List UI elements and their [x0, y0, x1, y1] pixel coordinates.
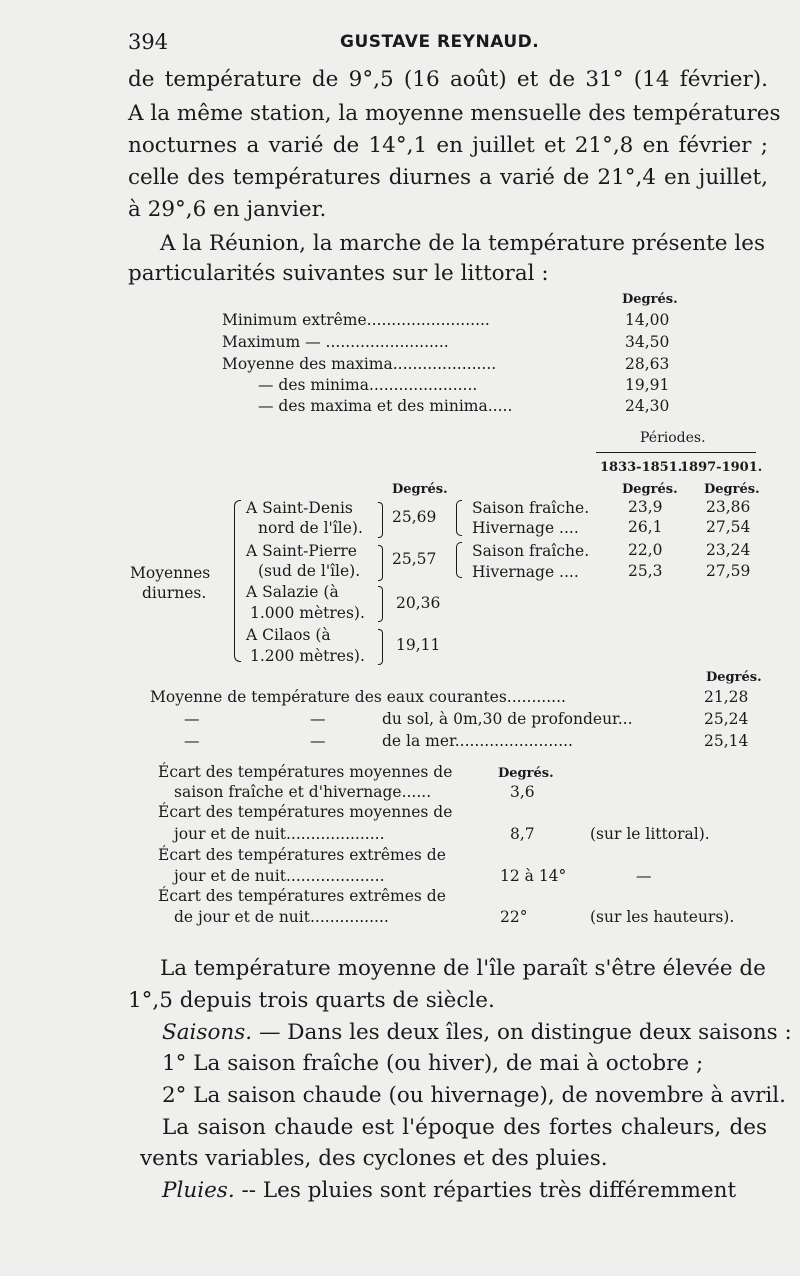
- station-line: A Salazie (à: [246, 583, 339, 601]
- text-line: La saison chaude est l'époque des fortes chaleurs, des: [162, 1115, 767, 1140]
- unit-label: Degrés.: [498, 766, 554, 781]
- text-line: 1°,5 depuis trois quarts de siècle.: [128, 988, 495, 1013]
- season-value-b: 27,59: [706, 562, 751, 580]
- season-label: Hivernage ....: [472, 519, 579, 537]
- station-brace: [378, 502, 383, 538]
- text-line: à 29°,6 en janvier.: [128, 197, 327, 222]
- row-label: jour et de nuit....................: [174, 867, 385, 885]
- station-line: 1.000 mètres).: [250, 604, 365, 622]
- station-line: (sud de l'île).: [258, 562, 361, 580]
- season-label: Hivernage ....: [472, 563, 579, 581]
- row-value: 14,00: [625, 311, 670, 329]
- ditto-mark: —: [184, 732, 200, 750]
- period-a: 1833-1851.: [600, 460, 683, 475]
- page-header: [128, 30, 768, 60]
- station-line: nord de l'île).: [258, 519, 363, 537]
- row-value: 21,28: [704, 688, 749, 706]
- season-value-a: 23,9: [628, 498, 663, 516]
- row-note: —: [636, 867, 652, 885]
- row-value: 12 à 14°: [500, 867, 567, 885]
- station-brace: [378, 629, 383, 665]
- row-label: Minimum extrême.........................: [222, 311, 490, 329]
- row-value: 25,14: [704, 732, 749, 750]
- text-line: 1° La saison fraîche (ou hiver), de mai à octobre ;: [162, 1051, 704, 1076]
- row-value: 25,24: [704, 710, 749, 728]
- text-line: A la même station, la moyenne mensuelle des températures: [128, 101, 781, 126]
- season-brace: [456, 500, 462, 536]
- unit-label: Degrés.: [392, 482, 448, 497]
- station-value: 20,36: [396, 594, 441, 612]
- season-value-b: 23,86: [706, 498, 751, 516]
- page-number: 394: [128, 30, 169, 54]
- row-label: saison fraîche et d'hivernage......: [174, 783, 432, 801]
- row-label: Écart des températures moyennes de: [158, 803, 453, 821]
- unit-label: Degrés.: [622, 482, 678, 497]
- row-label: du sol, à 0m,30 de profondeur...: [382, 710, 633, 728]
- row-value: 3,6: [510, 783, 535, 801]
- row-label: Écart des températures extrêmes de: [158, 846, 446, 864]
- station-brace: [378, 586, 383, 622]
- periods-label: Périodes.: [640, 430, 706, 446]
- divider: [596, 452, 756, 453]
- season-label: Saison fraîche.: [472, 542, 590, 560]
- row-label: Moyenne des maxima.....................: [222, 355, 497, 373]
- row-label: de la mer........................: [382, 732, 573, 750]
- row-label: Écart des températures moyennes de: [158, 763, 453, 781]
- unit-label: Degrés.: [706, 670, 762, 685]
- section-heading: Pluies.: [162, 1178, 235, 1203]
- ditto-mark: —: [184, 710, 200, 728]
- text-line: La température moyenne de l'île paraît s'être élevée de: [160, 956, 766, 981]
- row-value: 22°: [500, 908, 528, 926]
- station-brace: [378, 545, 383, 581]
- group-brace: [234, 500, 241, 662]
- text-line: nocturnes a varié de 14°,1 en juillet et 21°,8 en février ;: [128, 133, 768, 158]
- running-title: GUSTAVE REYNAUD.: [340, 32, 540, 52]
- row-label: jour et de nuit....................: [174, 825, 385, 843]
- season-value-a: 26,1: [628, 518, 663, 536]
- row-value: 28,63: [625, 355, 670, 373]
- row-label: Maximum — .........................: [222, 333, 449, 351]
- row-note: (sur les hauteurs).: [590, 908, 735, 926]
- row-value: 19,91: [625, 376, 670, 394]
- row-note: (sur le littoral).: [590, 825, 710, 843]
- row-label: Écart des températures extrêmes de: [158, 887, 446, 905]
- station-value: 25,69: [392, 508, 437, 526]
- section-heading: Saisons.: [162, 1020, 253, 1045]
- row-label: de jour et de nuit................: [174, 908, 389, 926]
- text-line: 2° La saison chaude (ou hivernage), de novembre à avril.: [162, 1083, 786, 1108]
- season-value-a: 22,0: [628, 541, 663, 559]
- text-line: celle des températures diurnes a varié de 21°,4 en juillet,: [128, 165, 768, 190]
- text-line: [162, 1175, 767, 1207]
- unit-label: Degrés.: [704, 482, 760, 497]
- row-label: Moyenne de température des eaux courantes............: [150, 688, 566, 706]
- section-text: -- Les pluies sont réparties très différemment: [234, 1178, 737, 1203]
- text-line: vents variables, des cyclones et des pluies.: [140, 1146, 608, 1171]
- row-label: — des maxima et des minima.....: [258, 397, 513, 415]
- ditto-mark: —: [310, 710, 326, 728]
- station-line: A Saint-Pierre: [246, 542, 357, 560]
- station-line: A Saint-Denis: [246, 499, 353, 517]
- text-line: de température de 9°,5 (16 août) et de 31° (14 février).: [128, 67, 768, 92]
- row-label: — des minima......................: [258, 376, 478, 394]
- season-value-b: 23,24: [706, 541, 751, 559]
- row-value: 34,50: [625, 333, 670, 351]
- group-label: Moyennes: [130, 564, 211, 582]
- text-line: A la Réunion, la marche de la température présente les: [160, 231, 765, 256]
- row-value: 8,7: [510, 825, 535, 843]
- period-b: 1897-1901.: [680, 460, 763, 475]
- station-line: 1.200 mètres).: [250, 647, 365, 665]
- station-line: A Cilaos (à: [246, 626, 331, 644]
- season-label: Saison fraîche.: [472, 499, 590, 517]
- unit-label: Degrés.: [622, 292, 678, 307]
- group-label: diurnes.: [142, 584, 207, 602]
- section-text: — Dans les deux îles, on distingue deux saisons :: [252, 1020, 792, 1045]
- season-value-b: 27,54: [706, 518, 751, 536]
- season-value-a: 25,3: [628, 562, 663, 580]
- ditto-mark: —: [310, 732, 326, 750]
- station-value: 19,11: [396, 636, 441, 654]
- row-value: 24,30: [625, 397, 670, 415]
- season-brace: [456, 542, 462, 578]
- station-value: 25,57: [392, 550, 437, 568]
- text-line: [162, 1017, 792, 1049]
- text-line: particularités suivantes sur le littoral :: [128, 261, 549, 286]
